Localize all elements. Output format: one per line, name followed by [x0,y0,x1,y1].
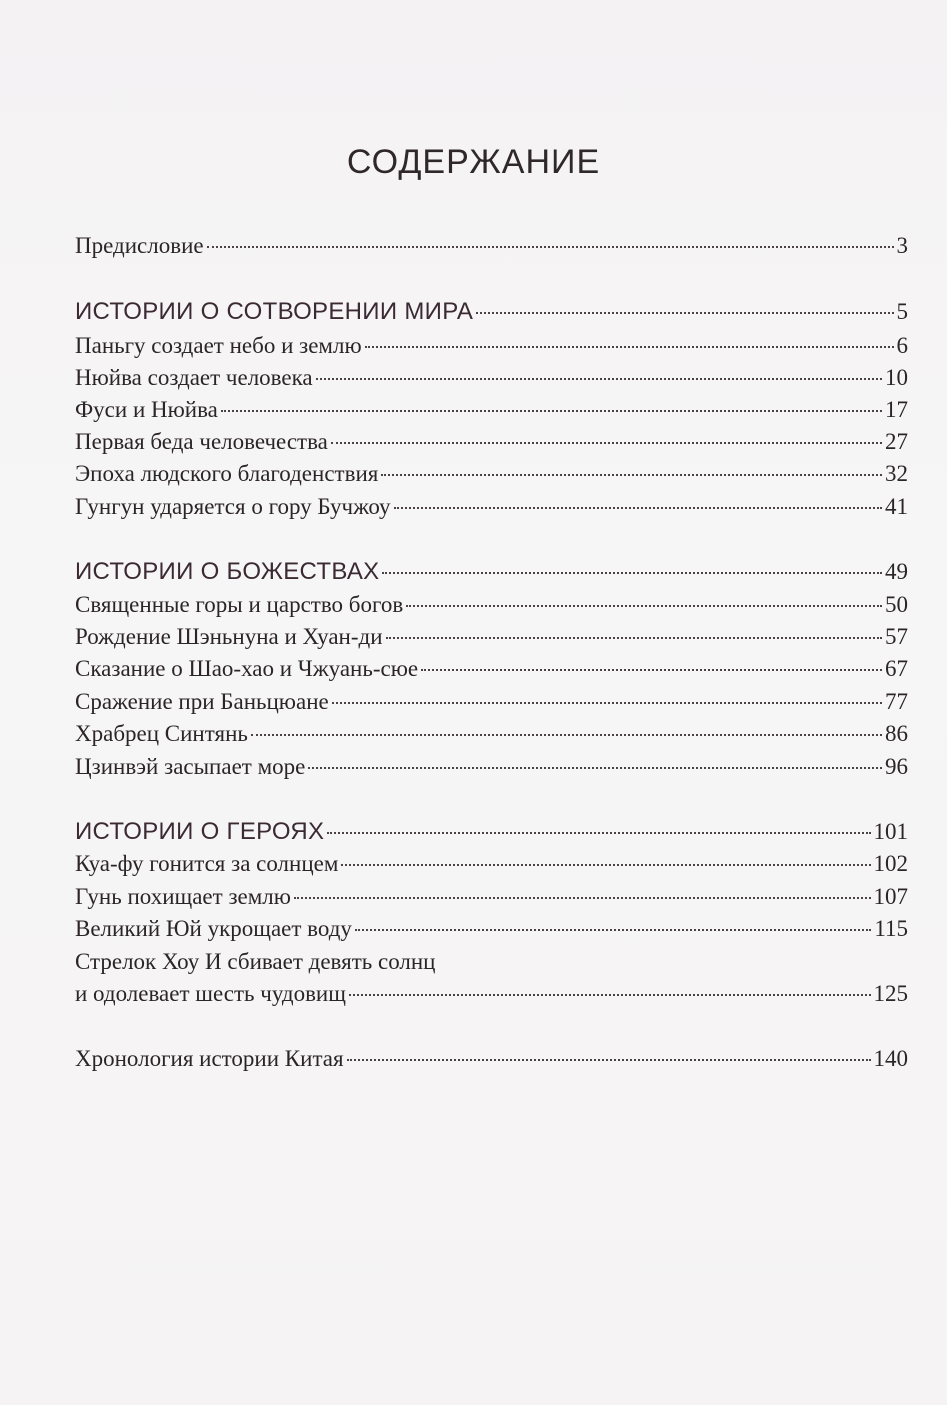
toc-entry-page: 5 [896,299,908,324]
dot-leader [316,378,882,380]
toc-entry-page: 6 [896,333,908,358]
toc-entry [75,881,908,913]
toc-entry-label: Стрелок Хоу И сбивает девять солнц [75,949,436,974]
toc-entry-page: 27 [885,429,908,454]
toc-section-creation [75,296,908,328]
toc-entry [75,848,908,880]
dot-leader [349,994,871,996]
toc-entry [75,394,908,426]
toc-entry-page: 107 [873,884,908,909]
toc-entry-label: Цзинвэй засыпает море [75,754,306,779]
toc-entry-label: Великий Юй укрощает воду [75,916,352,941]
toc-entry [75,621,908,653]
toc-section-label: ИСТОРИИ О СОТВОРЕНИИ МИРА [75,298,474,325]
toc-entry-page: 96 [885,754,908,779]
toc-entry [75,426,908,458]
dot-leader [221,410,882,412]
toc-entry-label: Нюйва создает человека [75,365,313,390]
toc-entry-label: Предисловие [75,233,204,258]
toc-entry-page: 57 [885,624,908,649]
toc-entry [75,458,908,490]
toc-entry-page: 115 [874,916,908,941]
toc-entry [75,978,908,1010]
toc-entry-label: Гунь похищает землю [75,884,291,909]
toc-entry-page: 102 [873,851,908,876]
dot-leader [308,767,882,769]
dot-leader [207,246,894,248]
toc-entry [75,751,908,783]
dot-leader [421,669,882,671]
toc-entry [75,718,908,750]
dot-leader [331,442,882,444]
toc-section-heroes [75,816,908,848]
dot-leader [365,346,894,348]
toc-entry-page: 50 [885,592,908,617]
dot-leader [294,897,871,899]
toc-entry-page: 10 [885,365,908,390]
toc-entry [75,362,908,394]
dot-leader [394,507,882,509]
toc-entry-label: Эпоха людского благоденствия [75,461,379,486]
toc-entry-label: Сражение при Баньцюане [75,689,329,714]
toc-entry-page: 125 [873,981,908,1006]
toc-entry [75,491,908,523]
toc-entry-label: и одолевает шесть чудовищ [75,981,346,1006]
toc-entry-label: Рождение Шэньнуна и Хуан-ди [75,624,383,649]
dot-leader [341,864,870,866]
toc-entry-page: 140 [873,1046,908,1071]
toc-entry-page: 32 [885,461,908,486]
toc-entry-label: Храбрец Синтянь [75,721,248,746]
toc-entry-label: Гунгун ударяется о гору Бучжоу [75,494,391,519]
toc-entry [75,653,908,685]
dot-leader [476,312,893,314]
dot-leader [382,572,882,574]
toc-entry-page: 101 [873,819,908,844]
toc-entry [75,330,908,362]
toc-section-label: ИСТОРИИ О БОЖЕСТВАХ [75,558,380,585]
page-title: СОДЕРЖАНИЕ [346,143,601,181]
toc-entry-page: 86 [885,721,908,746]
dot-leader [332,702,882,704]
toc-entry-preface [75,230,908,262]
toc-section-deities [75,556,908,588]
toc-entry-page: 49 [885,559,908,584]
toc-entry-page: 17 [885,397,908,422]
toc-entry-label: Первая беда человечества [75,429,328,454]
toc-entry-label: Фуси и Нюйва [75,397,218,422]
toc-entry [75,589,908,621]
toc-entry [75,686,908,718]
toc-entry-page: 41 [885,494,908,519]
toc-entry-label: Священные горы и царство богов [75,592,404,617]
dot-leader [347,1059,871,1061]
toc-section-label: ИСТОРИИ О ГЕРОЯХ [75,818,325,845]
toc-entry-label: Куа-фу гонится за солнцем [75,851,339,876]
toc-entry [75,913,908,945]
dot-leader [381,474,882,476]
toc-entry-label: Паньгу создает небо и землю [75,333,362,358]
dot-leader [406,605,882,607]
dot-leader [327,832,870,834]
toc-entry-page: 67 [885,656,908,681]
toc-entry-label: Сказание о Шао-хао и Чжуань-сюе [75,656,419,681]
toc-entry-page: 77 [885,689,908,714]
toc-entry-label: Хронология истории Китая [75,1046,344,1071]
toc-entry-first-line [75,946,908,978]
dot-leader [251,734,882,736]
toc-entry-chronology [75,1043,908,1075]
toc-entry-page: 3 [896,233,908,258]
dot-leader [386,637,882,639]
dot-leader [355,929,871,931]
